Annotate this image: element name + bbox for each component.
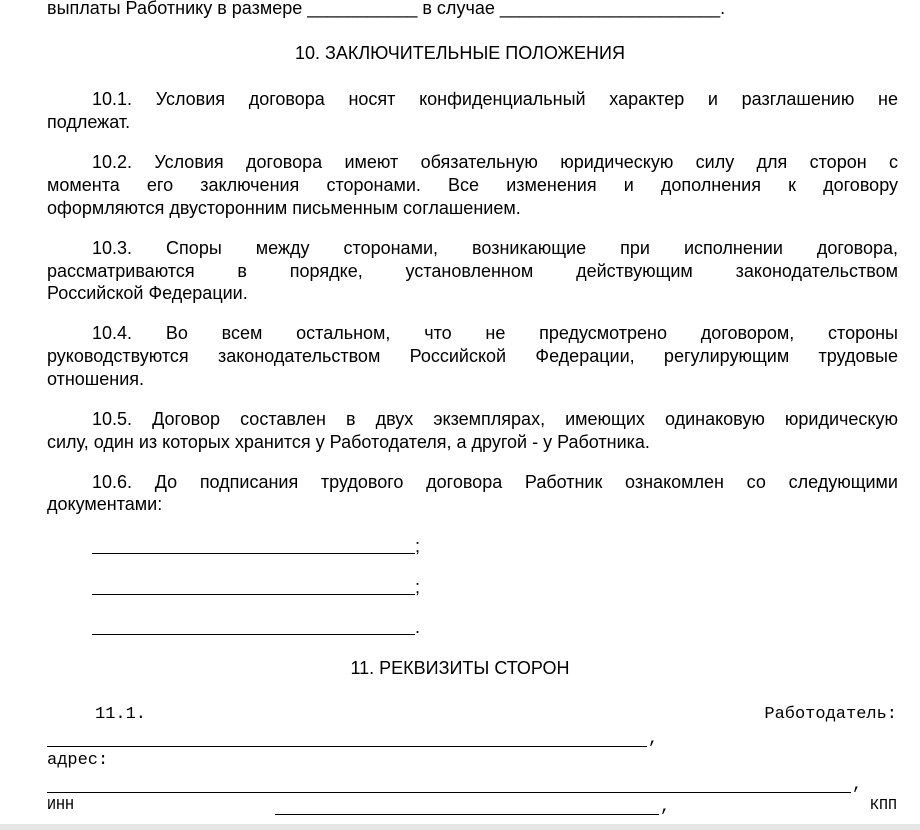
viewer-bottom-edge xyxy=(0,824,920,830)
paragraph-10-1-line2: подлежат. xyxy=(47,112,131,132)
paragraph-10-2-line3: оформляются двусторонним письменным соглашением. xyxy=(47,198,521,218)
top-line: выплаты Работнику в размере ___________ в случае ______________________. xyxy=(47,0,726,18)
employer-name-field[interactable] xyxy=(47,725,647,747)
paragraph-10-6-line1: 10.6. До подписания трудового договора Работник ознакомлен со следующими xyxy=(92,472,898,492)
employer-label: Работодатель: xyxy=(764,705,897,724)
paragraph-10-1-line1: 10.1. Условия договора носят конфиденциальный характер и разглашению не xyxy=(92,89,898,109)
address-label: адрес: xyxy=(47,751,109,770)
comma-3: , xyxy=(660,798,671,817)
document-blank-line-3[interactable] xyxy=(92,614,415,635)
paragraph-10-5-line2: силу, один из которых хранится у Работодателя, а другой - у Работника. xyxy=(47,432,650,452)
blank-line-3-ending: . xyxy=(415,617,421,637)
paragraph-10-3-line1: 10.3. Споры между сторонами, возникающие при исполнении договора, xyxy=(92,238,898,258)
item-number-11-1: 11.1. xyxy=(95,705,147,724)
inn-label: ИНН xyxy=(47,797,75,814)
paragraph-10-6-line2: документами: xyxy=(47,494,163,514)
paragraph-10-4-line2: руководствуются законодательством Российской Федерации, регулирующим трудовые xyxy=(47,346,898,366)
section-10-title: 10. ЗАКЛЮЧИТЕЛЬНЫЕ ПОЛОЖЕНИЯ xyxy=(294,43,625,63)
paragraph-10-3-line2: рассматриваются в порядке, установленном действующим законодательством xyxy=(47,261,898,281)
comma-1: , xyxy=(648,730,659,749)
document-blank-line-1[interactable] xyxy=(92,533,415,554)
paragraph-10-4-line1: 10.4. Во всем остальном, что не предусмотрено договором, стороны xyxy=(92,323,898,343)
address-field[interactable] xyxy=(47,771,851,793)
paragraph-10-3-line3: Российской Федерации. xyxy=(47,283,248,303)
blank-line-2-ending: ; xyxy=(415,577,421,597)
section-11-title: 11. РЕКВИЗИТЫ СТОРОН xyxy=(350,658,570,678)
blank-line-1-ending: ; xyxy=(415,536,421,556)
paragraph-10-2-line1: 10.2. Условия договора имеют обязательную юридическую силу для сторон с xyxy=(92,152,898,172)
comma-2: , xyxy=(852,776,863,795)
document-blank-line-2[interactable] xyxy=(92,574,415,595)
inn-field[interactable] xyxy=(275,794,659,815)
paragraph-10-2-line2: момента его заключения сторонами. Все изменения и дополнения к договору xyxy=(47,175,898,195)
paragraph-10-4-line3: отношения. xyxy=(47,369,145,389)
kpp-label: КПП xyxy=(869,797,897,814)
paragraph-10-5-line1: 10.5. Договор составлен в двух экземплярах, имеющих одинаковую юридическую xyxy=(92,409,898,429)
